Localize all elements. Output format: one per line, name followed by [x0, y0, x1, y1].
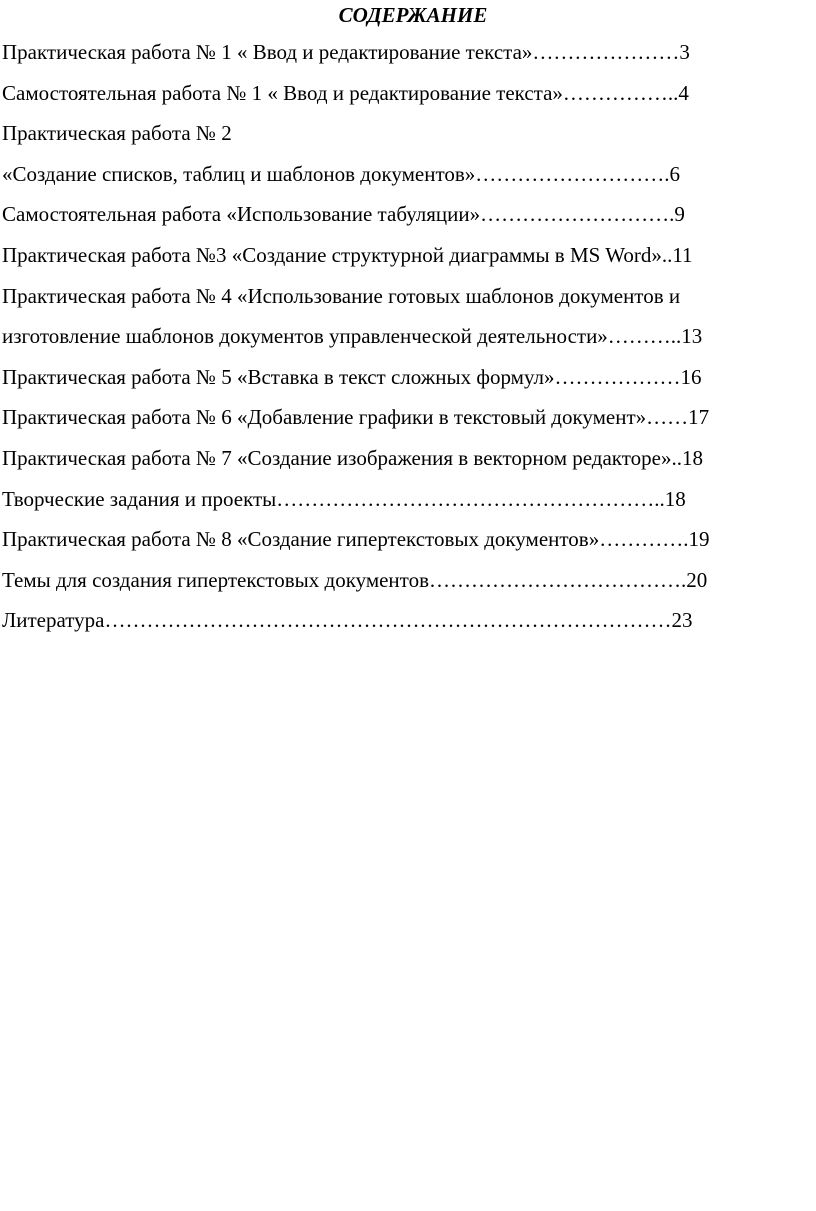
toc-line: Творческие задания и проекты………………………………………………..18 — [2, 486, 686, 511]
toc-line: Практическая работа № 7 «Создание изображения в векторном редакторе»..18 — [2, 445, 703, 470]
table-of-contents — [2, 36, 814, 645]
toc-line: Практическая работа № 8 «Создание гипертекстовых документов»………….19 — [2, 527, 710, 552]
toc-line: Литература………………………………………………………………………23 — [2, 608, 693, 633]
toc-line: Самостоятельная работа № 1 « Ввод и редактирование текста»……………..4 — [2, 80, 689, 105]
toc-line: Практическая работа № 2 — [2, 121, 232, 146]
toc-line: Практическая работа № 6 «Добавление графики в текстовый документ»……17 — [2, 405, 710, 430]
page-title: СОДЕРЖАНИЕ — [338, 3, 488, 27]
toc-line: Самостоятельная работа «Использование табуляции»……………………….9 — [2, 202, 685, 227]
toc-line: Практическая работа № 5 «Вставка в текст сложных формул»………………16 — [2, 364, 702, 389]
toc-line: изготовление шаблонов документов управленческой деятельности»………..13 — [2, 324, 703, 349]
toc-line: Практическая работа № 1 « Ввод и редактирование текста»…………………3 — [2, 40, 690, 64]
toc-line: «Создание списков, таблиц и шаблонов документов»……………………….6 — [2, 161, 681, 186]
toc-line: Практическая работа № 4 «Использование готовых шаблонов документов и — [2, 283, 681, 308]
toc-line: Темы для создания гипертекстовых документов……………………………….20 — [2, 567, 708, 592]
toc-line: Практическая работа №3 «Создание структурной диаграммы в MS Word»..11 — [2, 242, 693, 267]
